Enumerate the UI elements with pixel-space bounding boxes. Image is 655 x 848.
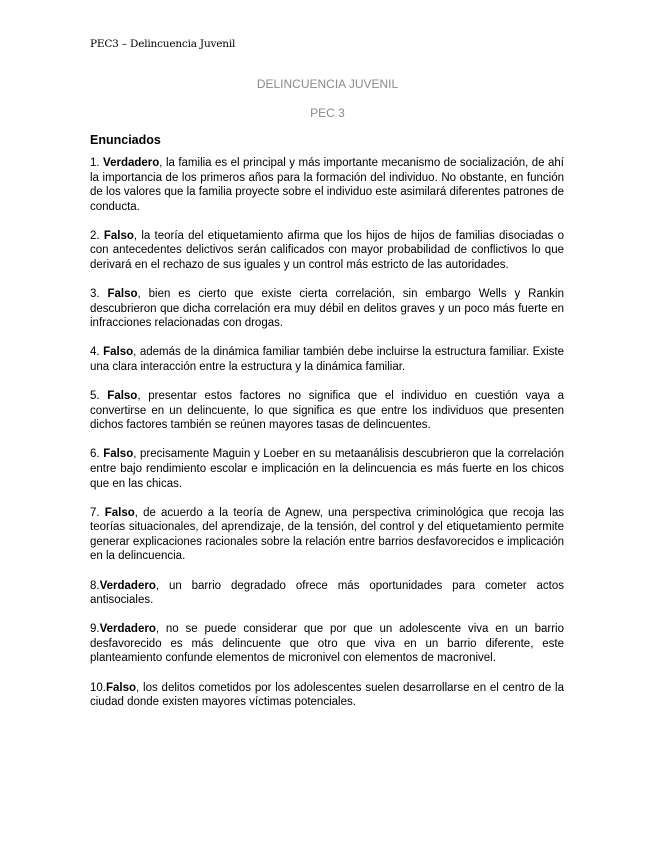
item-verdict: Verdadero [99, 623, 156, 636]
item-text: , los delitos cometidos por los adolescentes suelen desarrollarse en el centro de la ciudad donde existen mayores víctimas potenciales. [90, 681, 564, 709]
statement-item [90, 681, 564, 710]
item-text: , presentar estos factores no significa que el individuo en cuestión vaya a convertirse en un delincuente, lo que significa es que entre los individuos que presenten dichos factores también se reúnen mayores tasas de delincuentes. [90, 390, 564, 432]
statement-item [90, 579, 564, 608]
item-verdict: Falso [107, 390, 138, 403]
item-text: , además de la dinámica familiar también debe incluirse la estructura familiar. Existe una clara interacción entre la estructura y la dinámica familiar. [90, 346, 564, 374]
item-number: 3. [90, 288, 108, 301]
item-number: 8. [90, 579, 100, 592]
statement-item [90, 345, 564, 374]
running-header: PEC3 – Delincuencia Juvenil [90, 38, 236, 50]
statement-item [90, 287, 564, 331]
item-text: , la familia es el principal y más importante mecanismo de socialización, de ahí la importancia de los primeros años para la formación del individuo. No obstante, en función de los valores que la familia proyecte sobre el individuo este asimilará diferentes patrones de conducta. [90, 157, 564, 213]
item-number: 4. [90, 346, 104, 359]
statement-item [90, 389, 564, 433]
item-verdict: Falso [107, 288, 138, 301]
item-number: 5. [90, 390, 108, 403]
item-verdict: Verdadero [103, 157, 160, 169]
statement-item [90, 622, 564, 666]
item-number: 1. [90, 157, 104, 169]
item-text: , no se puede considerar que por que un adolescente viva en un barrio desfavorecido es más delincuente que otro que viva en un barrio diferente, este planteamiento confunde elementos de micronivel con elementos de macronivel. [90, 623, 564, 665]
statement-item [90, 229, 564, 273]
statement-item [90, 156, 564, 214]
item-text: , precisamente Maguin y Loeber en su metaanálisis descubrieron que la correlación entre bajo rendimiento escolar e implicación en la delincuencia es más fuerte en los chicos que en las chicas. [90, 448, 564, 490]
statement-item [90, 506, 564, 564]
document-subtitle: PEC 3 [310, 106, 345, 120]
document-title: DELINCUENCIA JUVENIL [256, 77, 399, 91]
item-number: 9. [90, 623, 100, 636]
item-verdict: Falso [103, 229, 134, 242]
item-verdict: Falso [103, 448, 134, 461]
item-number: 6. [90, 448, 104, 461]
item-verdict: Falso [104, 506, 135, 519]
item-number: 7. [90, 506, 105, 519]
item-verdict: Falso [106, 681, 137, 694]
statement-list [90, 156, 564, 724]
item-text: , la teoría del etiquetamiento afirma que los hijos de hijos de familias disociadas o con antecedentes delictivos serán calificados con mayor probabilidad de conflictivos lo que derivará en el rechazo de sus iguales y un control más estricto de las autoridades. [90, 229, 564, 272]
item-number: 10. [90, 681, 106, 694]
item-text: , bien es cierto que existe cierta correlación, sin embargo Wells y Rankin descubrieron que dicha correlación era muy débil en delitos graves y un poco más fuerte en infracciones relacionadas con drogas. [90, 288, 564, 330]
item-text: , un barrio degradado ofrece más oportunidades para cometer actos antisociales. [90, 579, 564, 607]
item-verdict: Falso [103, 346, 134, 359]
section-heading: Enunciados [90, 133, 161, 147]
statement-item [90, 447, 564, 491]
item-number: 2. [90, 229, 104, 242]
item-text: , de acuerdo a la teoría de Agnew, una perspectiva criminológica que recoja las teorías situacionales, del aprendizaje, de la tensión, del control y del etiquetamiento permite generar explicaciones racionales sobre la relación entre barrios desfavorecidos e implicación en la delincuencia. [90, 506, 564, 563]
item-verdict: Verdadero [99, 579, 156, 592]
